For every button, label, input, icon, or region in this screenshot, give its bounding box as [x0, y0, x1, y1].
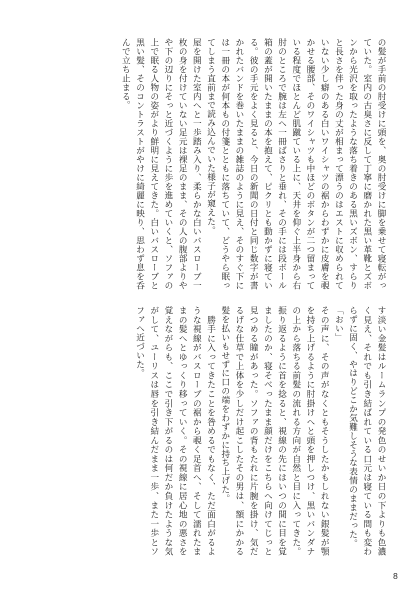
upper-text-block	[26, 38, 388, 290]
page-number: 8	[392, 572, 398, 581]
upper-paragraph-2: 屋を開けた室内へと一歩踏み入り、柔らかな白いバスローブ一枚の身を付けていない足元は裸足のまま、その人の腹部よりやや下の辺りにそっと近づくように歩を進めていくと、ソファの上で眠る人物の姿がより鮮明に見えてきた。白いバスローブと黒い髪、そのコントラストがやけに綺麗に映り、思わず息を呑んで立ち止まる。	[120, 38, 202, 290]
upper-paragraph-1: の髪が手前の肘受けに頭を、奥の肘受けに脚を乗せて寝転がっていた。室内の古臭さに反して丁寧に磨かれた黒い革靴とズボンから光沢を取ったような落ち着きのある黒いズボン、すらりと長さを伴った身の丈が相まって漂うのはエストに収められていない少し癖のある白いワイシャツの裾からわずかに皮膚を覗かせる腰部、そのワイシャツも中ほどのボタンが二つ留まっている程度でほとんど肌蹴ている上に、天井を仰ぐ上半身から右肘のところで腕は左へ一冊ばさりと垂れ、その手には段ボール箱の蓋が開いたままの本を抱えて、ピクリとも動かずに寝ている。彼の手元をよく見ると、今日の新聞の日付と同じ数字が書かれたバンドを巻いたままの雑誌のように見え、そのすぐ下には一冊の本が何本もの付箋とともに落ちていて、どうやら眠ってしまう直前まで読み込んでいた様子が窺えた。	[205, 38, 386, 290]
lower-paragraph-1: す淡い金髪はルームランプの発色のせいか日の下よりも色濃く見え、それでも引き結ばれている口元は寝ている間も変わらずに固く、やはりどこか気難しそうな表情のままだった。	[347, 306, 386, 556]
lower-paragraph-3: その声に、その声がなくともそうしたかもしれない銀髪が顎を持ち上げるように肘掛けへと頭を押しつけ、黒いバンダナの上から落ちる前髪の流れる方向が自然と目に入ってきた。振り返るように首を捻ると、視線の先にはいつの間に目を覚ましたのか、寝そべったまま顔だけをこちらへ向けてじっと見つめる瞳があった。ソファの背もたれに片腕を掛け、気だるげな仕草で上体を少しだけ起こしたその男は、額にかかる髪を払いもせずに口の端をわずかに持ち上げた。	[219, 306, 330, 556]
lower-paragraph-2: 「おい」	[333, 306, 344, 342]
lower-text-block	[26, 306, 388, 556]
lower-paragraph-4: 勝手に入ってきたことを咎めるでもなく、ただ面白がるような視線がバスローブの裾から覗く足首へ、そして濡れたままの髪へとゆっくり移っていく。その視線に居心地の悪さを覚えながらも、ここで引き下がるのは何だか負けたような気がして、ユーリスは唇を引き結んだまま一歩、また一歩とソファへ近づいた。	[134, 306, 216, 556]
